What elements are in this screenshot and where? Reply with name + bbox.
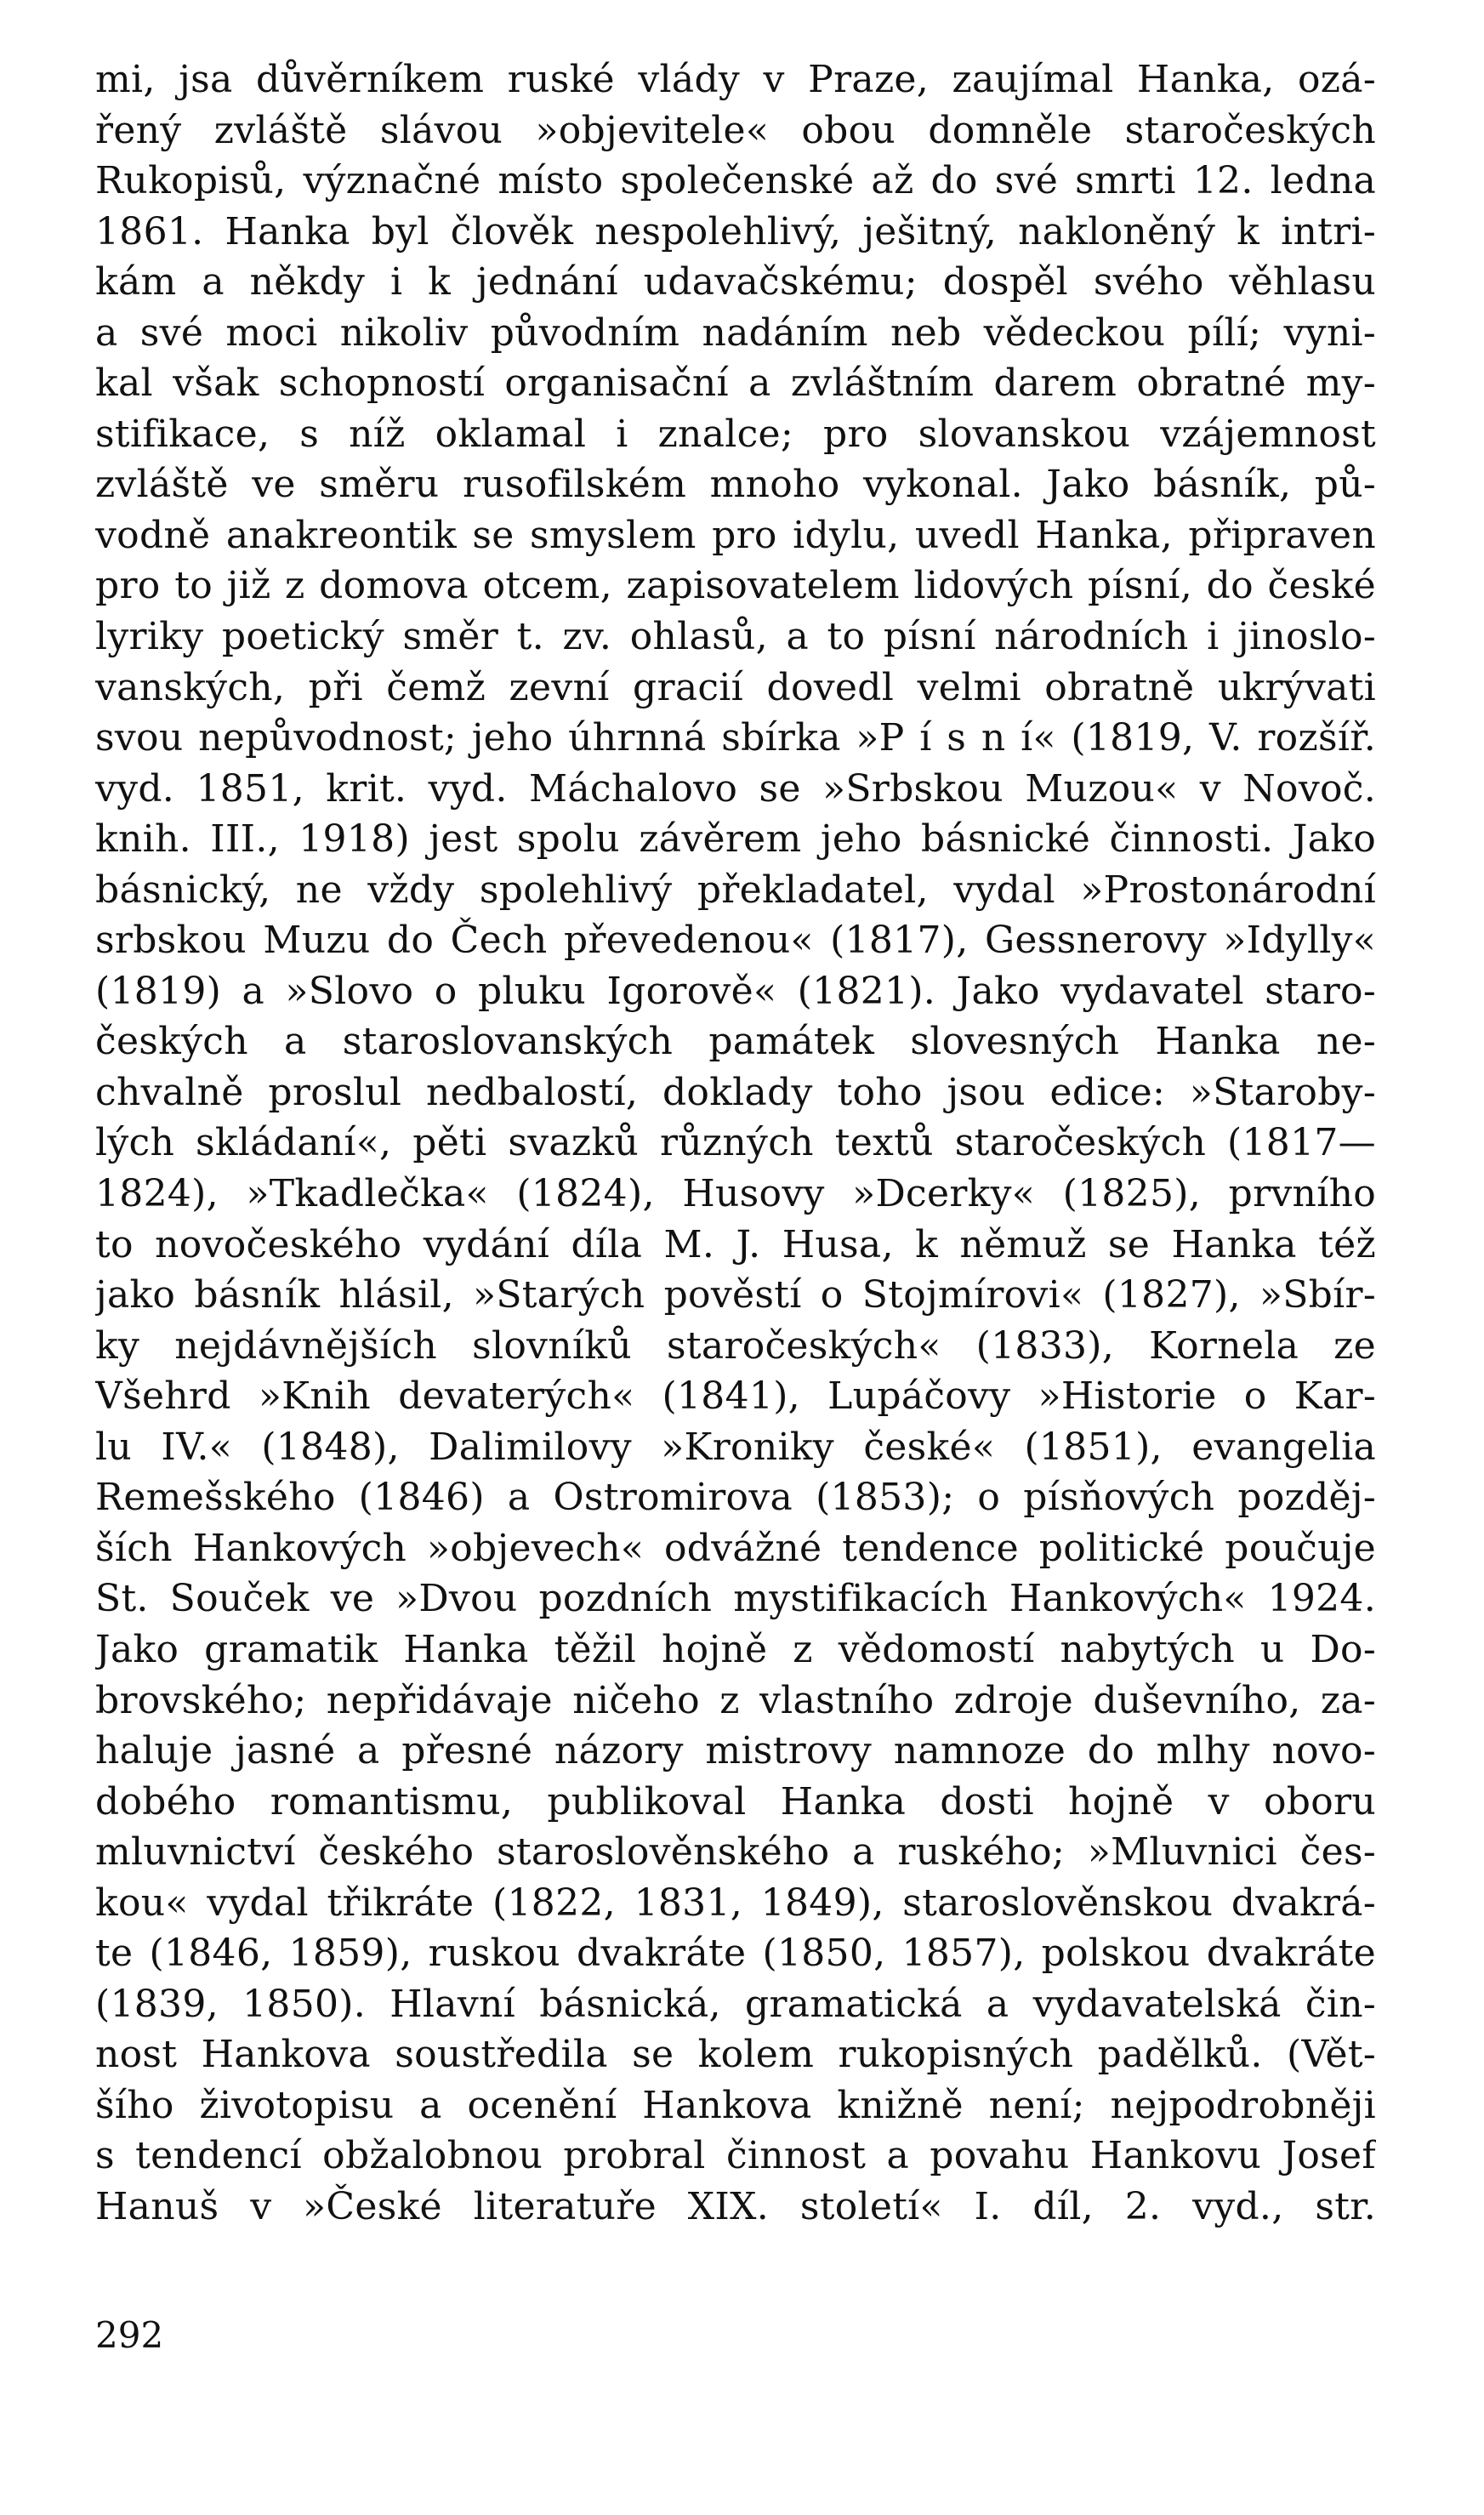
- text-line: brovského; nepřidávaje ničeho z vlastního zdroje duševního, za-: [95, 1678, 1376, 1722]
- text-line: knih. III., 1918) jest spolu závěrem jeho básnické činnosti. Jako: [95, 817, 1376, 862]
- text-line: mi, jsa důvěrníkem ruské vlády v Praze, zaujímal Hanka, ozá-: [95, 58, 1376, 101]
- text-line: (1819) a »Slovo o pluku Igorově« (1821). Jako vydavatel staro-: [95, 969, 1376, 1013]
- text-line: Hanuš v »České literatuře XIX. století« I. díl, 2. vyd., str.: [95, 2184, 1376, 2228]
- text-line: to novočeského vydání díla M. J. Husa, k němuž se Hanka též: [95, 1222, 1376, 1266]
- text-line: šího životopisu a ocenění Hankova knižně není; nejpodrobněji: [95, 2083, 1376, 2127]
- text-line: vodně anakreontik se smyslem pro idylu, uvedl Hanka, připraven: [95, 513, 1376, 557]
- text-line: kou« vydal třikráte (1822, 1831, 1849), staroslověnskou dvakrá-: [95, 1881, 1376, 1925]
- text-line: nost Hankova soustředila se kolem rukopisných padělků. (Vět-: [95, 2033, 1376, 2077]
- text-line: ších Hankových »objevech« odvážné tendence politické poučuje: [95, 1526, 1376, 1570]
- text-line: lu IV.« (1848), Dalimilovy »Kroniky české« (1851), evangelia: [95, 1425, 1376, 1469]
- text-line: srbskou Muzu do Čech převedenou« (1817), Gessnerovy »Idylly«: [95, 919, 1376, 963]
- text-line: vyd. 1851, krit. vyd. Máchalovo se »Srbskou Muzou« v Novoč.: [95, 766, 1376, 811]
- text-line: básnický, ne vždy spolehlivý překladatel, vydal »Prostonárodní: [95, 868, 1376, 912]
- text-line: 1861. Hanka byl člověk nespolehlivý, ješitný, nakloněný k intri-: [95, 209, 1376, 253]
- text-line: a své moci nikoliv původním nadáním neb vědeckou pílí; vyni-: [95, 310, 1376, 355]
- text-line: lyriky poetický směr t. zv. ohlasů, a to písní národních i jinoslo-: [95, 615, 1376, 659]
- text-line: lých skládaní«, pěti svazků různých textů staročeských (1817—: [95, 1121, 1376, 1165]
- page-number: 292: [95, 2314, 164, 2356]
- text-line: Rukopisů, význačné místo společenské až do své smrti 12. ledna: [95, 159, 1376, 203]
- text-line: mluvnictví českého staroslověnského a ruského; »Mluvnici čes-: [95, 1830, 1376, 1875]
- text-line: 1824), »Tkadlečka« (1824), Husovy »Dcerky« (1825), prvního: [95, 1172, 1376, 1216]
- body-text: [95, 54, 1376, 2233]
- text-line: (1839, 1850). Hlavní básnická, gramatická a vydavatelská čin-: [95, 1982, 1376, 2026]
- text-line: Jako gramatik Hanka těžil hojně z vědomostí nabytých u Do-: [95, 1627, 1376, 1671]
- text-line: kal však schopností organisační a zvláštním darem obratné my-: [95, 361, 1376, 406]
- text-line: stifikace, s níž oklamal i znalce; pro slovanskou vzájemnost: [95, 412, 1376, 456]
- text-line: haluje jasné a přesné názory mistrovy namnoze do mlhy novo-: [95, 1729, 1376, 1773]
- text-line: pro to již z domova otcem, zapisovatelem lidových písní, do české: [95, 564, 1376, 608]
- text-line: kám a někdy i k jednání udavačskému; dospěl svého věhlasu: [95, 260, 1376, 304]
- text-line: svou nepůvodnost; jeho úhrnná sbírka »P í s n í« (1819, V. rozšíř.: [95, 716, 1376, 760]
- text-line: chvalně proslul nedbalostí, doklady toho jsou edice: »Staroby-: [95, 1070, 1376, 1114]
- text-line: vanských, při čemž zevní gracií dovedl velmi obratně ukrývati: [95, 665, 1376, 709]
- text-line: St. Souček ve »Dvou pozdních mystifikacích Hankových« 1924.: [95, 1577, 1376, 1621]
- text-line: te (1846, 1859), ruskou dvakráte (1850, 1857), polskou dvakráte: [95, 1932, 1376, 1976]
- text-line: ky nejdávnějších slovníků staročeských« (1833), Kornela ze: [95, 1323, 1376, 1368]
- text-line: řený zvláště slávou »objevitele« obou domněle staročeských: [95, 108, 1376, 152]
- text-line: dobého romantismu, publikoval Hanka dosti hojně v oboru: [95, 1779, 1376, 1824]
- text-line: zvláště ve směru rusofilském mnoho vykonal. Jako básník, pů-: [95, 463, 1376, 507]
- text-line: Všehrd »Knih devaterých« (1841), Lupáčovy »Historie o Kar-: [95, 1374, 1376, 1419]
- text-line: českých a staroslovanských památek slovesných Hanka ne-: [95, 1020, 1376, 1064]
- text-line: jako básník hlásil, »Starých pověstí o Stojmírovi« (1827), »Sbír-: [95, 1273, 1376, 1317]
- text-line: s tendencí obžalobnou probral činnost a povahu Hankovu Josef: [95, 2134, 1376, 2178]
- text-line: Remešského (1846) a Ostromirova (1853); o písňových pozděj-: [95, 1476, 1376, 1520]
